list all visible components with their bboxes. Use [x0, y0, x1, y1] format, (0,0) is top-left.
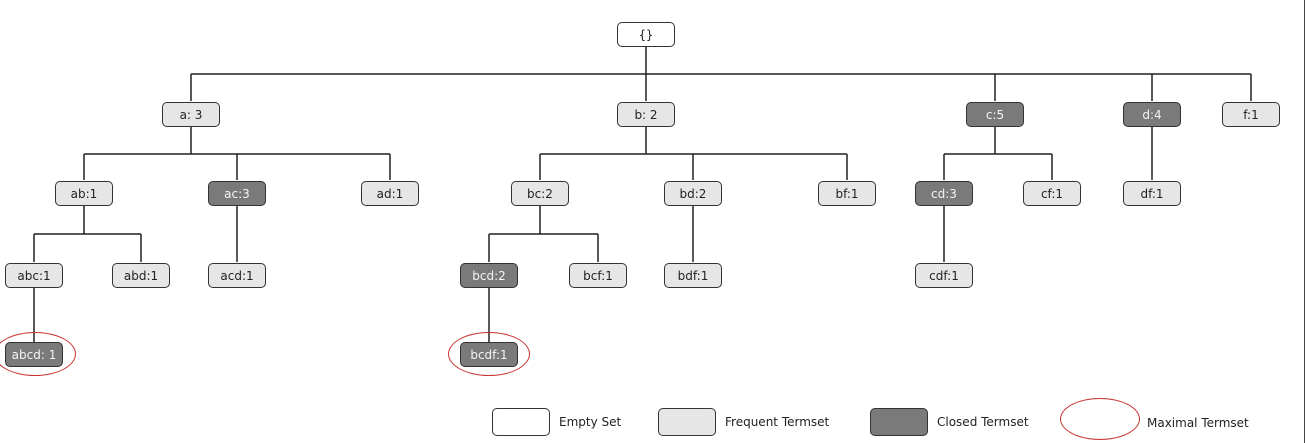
node-bcf: bcf:1: [569, 263, 627, 288]
legend-frequent-swatch: [658, 408, 716, 436]
node-bcdf: bcdf:1: [460, 342, 518, 367]
node-bdf: bdf:1: [664, 263, 722, 288]
node-ab: ab:1: [55, 181, 113, 206]
node-abd: abd:1: [112, 263, 170, 288]
node-bcd: bcd:2: [460, 263, 518, 288]
node-acd: acd:1: [208, 263, 266, 288]
node-bf: bf:1: [818, 181, 876, 206]
edge-bc-level3: [489, 206, 598, 262]
node-abc: abc:1: [5, 263, 63, 288]
node-d: d:4: [1123, 102, 1181, 127]
node-cdf: cdf:1: [915, 263, 973, 288]
node-df: df:1: [1123, 181, 1181, 206]
node-ac: ac:3: [208, 181, 266, 206]
edge-c-level2: [944, 127, 1052, 180]
edge-ab-level3: [34, 206, 141, 262]
edge-root-level1: [191, 47, 1251, 101]
legend-closed-swatch: [870, 408, 928, 436]
node-bc: bc:2: [511, 181, 569, 206]
legend-maximal-label: Maximal Termset: [1147, 416, 1249, 430]
node-bd: bd:2: [664, 181, 722, 206]
node-b: b: 2: [617, 102, 675, 127]
legend-maximal-ring: [1060, 398, 1140, 440]
node-ad: ad:1: [361, 181, 419, 206]
node-f: f:1: [1222, 102, 1280, 127]
node-c: c:5: [966, 102, 1024, 127]
edge-b-level2: [540, 127, 847, 180]
node-abcd: abcd: 1: [5, 342, 63, 367]
node-cf: cf:1: [1023, 181, 1081, 206]
legend-empty-label: Empty Set: [559, 415, 622, 429]
legend-closed-label: Closed Termset: [937, 415, 1029, 429]
node-root: {}: [617, 22, 675, 47]
node-a: a: 3: [162, 102, 220, 127]
node-cd: cd:3: [915, 181, 973, 206]
edge-a-level2: [84, 127, 390, 180]
legend-frequent-label: Frequent Termset: [725, 415, 830, 429]
legend-empty-swatch: [492, 408, 550, 436]
